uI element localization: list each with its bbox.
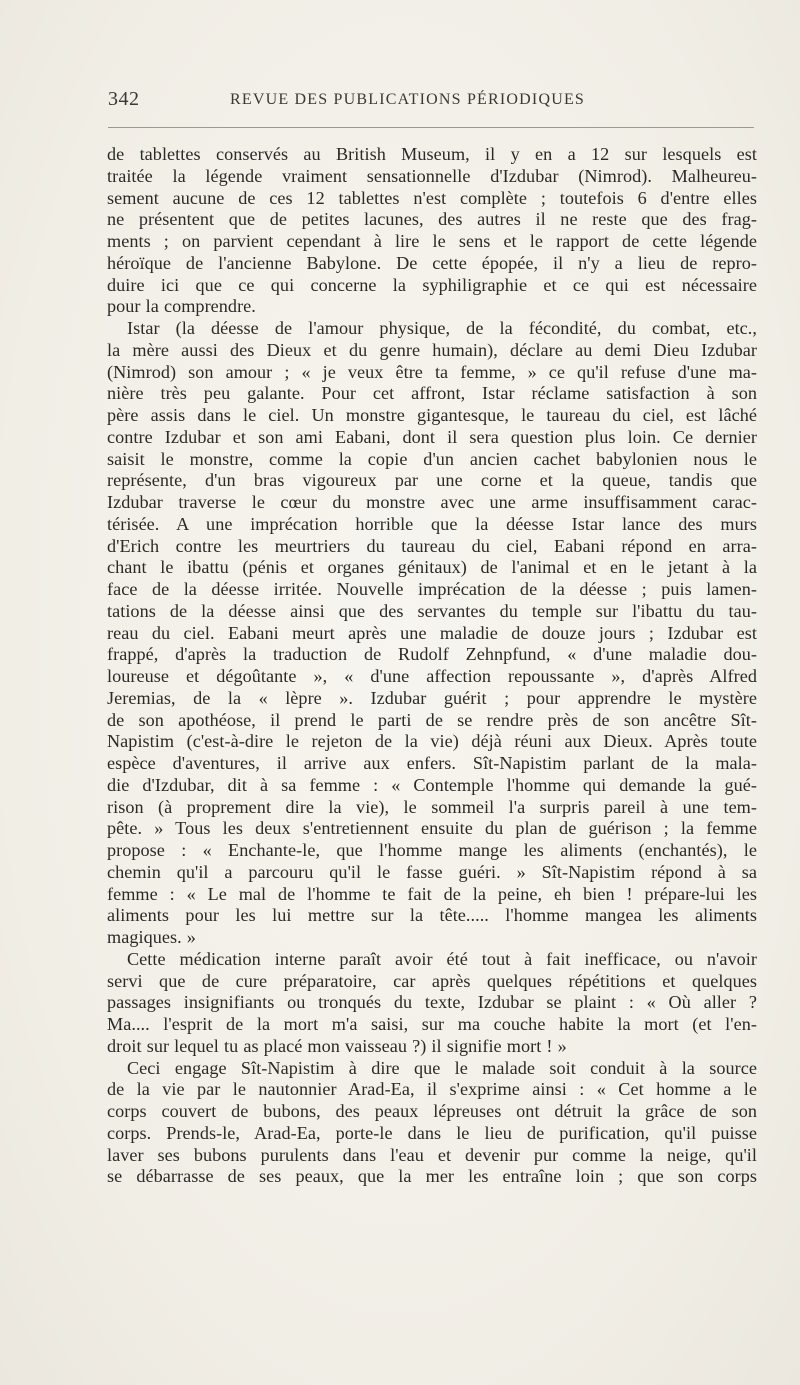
text-line: d'Erich contre les meurtriers du taureau du ciel, Eabani répond en arra- bbox=[107, 535, 757, 556]
page-header bbox=[108, 88, 754, 114]
text-line: térisée. A une imprécation horrible que la déesse Istar lance des murs bbox=[107, 513, 757, 534]
text-line: (Nimrod) son amour ; « je veux être ta femme, » ce qu'il refuse d'une ma- bbox=[107, 361, 757, 382]
text-line: saisit le monstre, comme la copie d'un ancien cachet babylonien nous le bbox=[107, 448, 757, 469]
text-line: sement aucune de ces 12 tablettes n'est complète ; toutefois 6 d'entre elles bbox=[107, 187, 757, 208]
text-line: chant le ibattu (pénis et organes génitaux) de l'animal et en le jetant à la bbox=[107, 557, 757, 578]
running-title: REVUE DES PUBLICATIONS PÉRIODIQUES bbox=[230, 91, 586, 108]
text-line: de son apothéose, il prend le parti de se rendre près de son ancêtre Sît- bbox=[107, 709, 757, 730]
text-line: pête. » Tous les deux s'entretiennent ensuite du plan de guérison ; la femme bbox=[107, 818, 757, 839]
text-line: ments ; on parvient cependant à lire le sens et le rapport de cette légende bbox=[107, 231, 757, 251]
text-line: loureuse et dégoûtante », « d'une affection repoussante », d'après Alfred bbox=[107, 666, 757, 686]
text-line: rison (à proprement dire la vie), le sommeil l'a surpris pareil à une tem- bbox=[107, 796, 757, 817]
text-line: femme : « Le mal de l'homme te fait de la peine, eh bien ! prépare-lui les bbox=[107, 883, 757, 904]
text-line: contre Izdubar et son ami Eabani, dont il sera question plus loin. Ce dernier bbox=[107, 426, 757, 447]
text-line: Napistim (c'est-à-dire le rejeton de la vie) déjà réuni aux Dieux. Après toute bbox=[107, 731, 757, 752]
page-number: 342 bbox=[108, 88, 140, 110]
text-line: aliments pour les lui mettre sur la tête..... l'homme mangea les aliments bbox=[107, 905, 757, 926]
text-line: de la vie par le nautonnier Arad-Ea, il s'exprime ainsi : « Cet homme a le bbox=[107, 1079, 757, 1100]
text-line: représente, d'un bras vigoureux par une corne et la queue, tandis que bbox=[107, 470, 757, 491]
text-line: droit sur lequel tu as placé mon vaisseau ?) il signifie mort ! » bbox=[107, 1035, 567, 1056]
text-line: frappé, d'après la traduction de Rudolf Zehnpfund, « d'une maladie dou- bbox=[107, 644, 757, 665]
header-rule bbox=[108, 127, 754, 128]
text-line: espèce d'aventures, il arrive aux enfers. Sît-Napistim parlant de la mala- bbox=[107, 753, 757, 773]
text-line: de tablettes conservés au British Museum, il y en a 12 sur lesquels est bbox=[107, 144, 757, 164]
text-line: la mère aussi des Dieux et du genre humain), déclare au demi Dieu Izdubar bbox=[107, 339, 757, 360]
text-line: magiques. » bbox=[107, 927, 196, 947]
text-line: ne présentent que de petites lacunes, des autres il ne reste que des frag- bbox=[107, 209, 757, 230]
text-line: Ceci engage Sît-Napistim à dire que le malade soit conduit à la source bbox=[127, 1057, 757, 1078]
text-line: nière très peu galante. Pour cet affront, Istar réclame satisfaction à son bbox=[107, 383, 757, 404]
text-line: Cette médication interne paraît avoir été tout à fait inefficace, ou n'avoir bbox=[127, 948, 757, 969]
body-text bbox=[107, 144, 757, 1188]
text-line: corps couvert de bubons, des peaux lépreuses ont détruit la grâce de son bbox=[107, 1101, 757, 1121]
text-line: héroïque de l'ancienne Babylone. De cette épopée, il n'y a lieu de repro- bbox=[107, 252, 757, 273]
text-line: duire ici que ce qui concerne la syphiligraphie et ce qui est nécessaire bbox=[107, 274, 757, 295]
text-line: servi que de cure préparatoire, car après quelques répétitions et quelques bbox=[107, 970, 757, 991]
text-line: Jeremias, de la « lèpre ». Izdubar guérit ; pour apprendre le mystère bbox=[107, 687, 757, 708]
text-line: corps. Prends-le, Arad-Ea, porte-le dans le lieu de purification, qu'il puisse bbox=[107, 1122, 757, 1143]
text-line: Ma.... l'esprit de la mort m'a saisi, sur ma couche habite la mort (et l'en- bbox=[107, 1014, 757, 1034]
text-line: tations de la déesse ainsi que des servantes du temple sur l'ibattu du tau- bbox=[107, 600, 757, 621]
text-line: pour la comprendre. bbox=[107, 296, 256, 317]
text-line: traitée la légende vraiment sensationnelle d'Izdubar (Nimrod). Malheureu- bbox=[107, 165, 757, 186]
text-line: se débarrasse de ses peaux, que la mer les entraîne loin ; que son corps bbox=[107, 1166, 757, 1187]
text-line: die d'Izdubar, dit à sa femme : « Contemple l'homme qui demande la gué- bbox=[107, 774, 757, 795]
text-line: chemin qu'il a parcouru qu'il le fasse guéri. » Sît-Napistim répond à sa bbox=[107, 861, 757, 882]
text-line: passages insignifiants ou tronqués du texte, Izdubar se plaint : « Où aller ? bbox=[107, 992, 757, 1013]
text-line: laver ses bubons purulents dans l'eau et devenir pur comme la neige, qu'il bbox=[107, 1144, 757, 1165]
text-line: Izdubar traverse le cœur du monstre avec une arme insuffisamment carac- bbox=[107, 492, 757, 512]
text-line: reau du ciel. Eabani meurt après une maladie de douze jours ; Izdubar est bbox=[107, 622, 757, 643]
text-line: père assis dans le ciel. Un monstre gigantesque, le taureau du ciel, est lâché bbox=[107, 405, 757, 425]
text-line: Istar (la déesse de l'amour physique, de la fécondité, du combat, etc., bbox=[127, 318, 757, 338]
text-line: face de la déesse irritée. Nouvelle imprécation de la déesse ; puis lamen- bbox=[107, 579, 757, 599]
text-line: propose : « Enchante-le, que l'homme mange les aliments (enchantés), le bbox=[107, 840, 757, 860]
